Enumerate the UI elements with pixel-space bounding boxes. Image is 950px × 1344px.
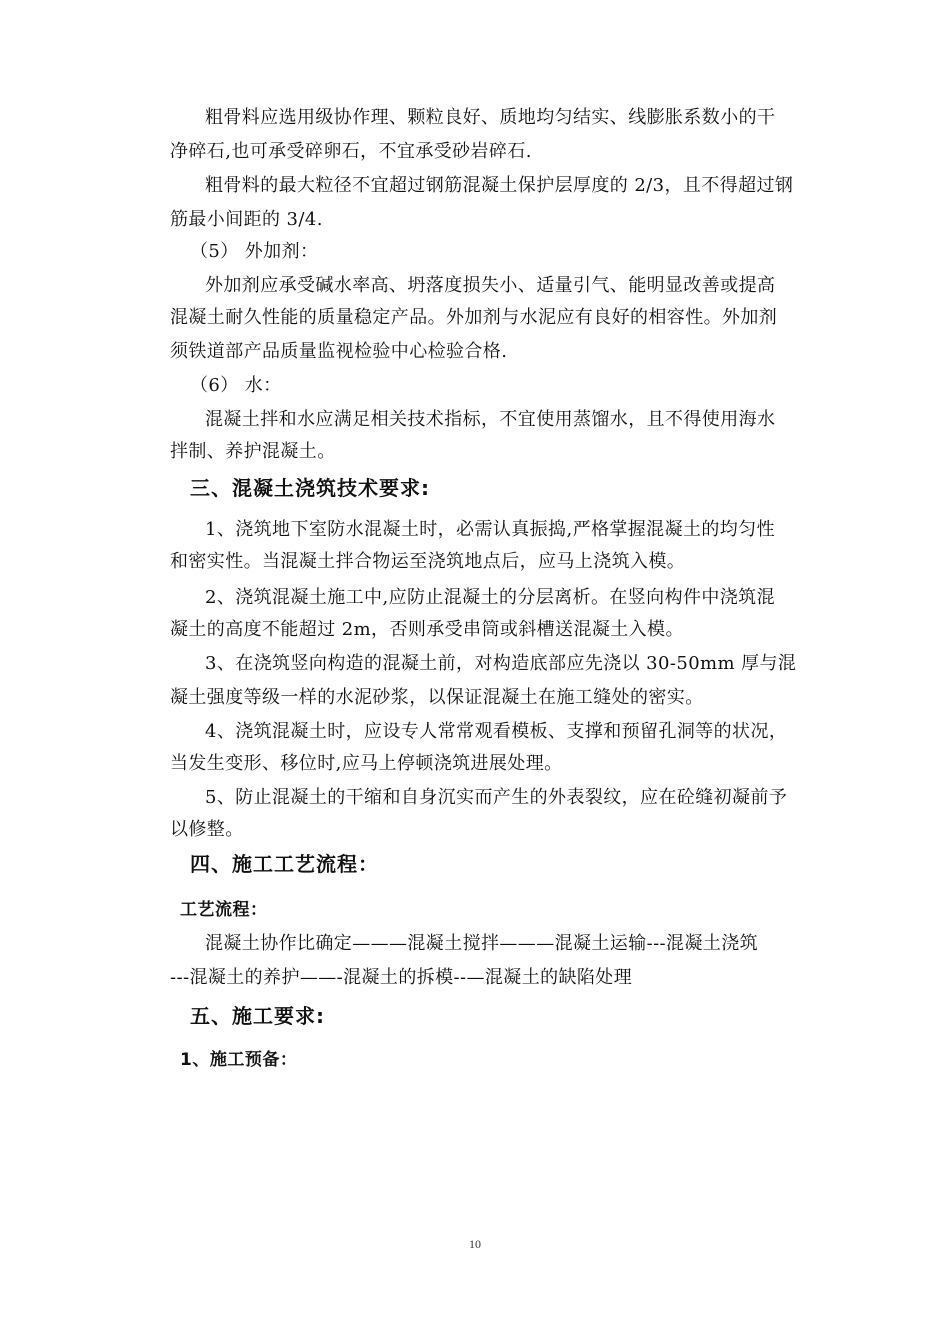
page-number: 10 — [469, 1237, 481, 1251]
paragraph-line: 和密实性。当混凝土拌合物运至浇筑地点后，应马上浇筑入模。 — [170, 551, 686, 572]
paragraph-line: 1、浇筑地下室防水混凝土时，必需认真振捣,严格掌握混凝土的均匀性 — [205, 519, 775, 540]
subheading-process: 工艺流程： — [180, 900, 268, 920]
paragraph-line: 筋最小间距的 3/4. — [170, 209, 323, 230]
subsection-label: （6） 水： — [190, 375, 282, 396]
paragraph-line: 拌制、养护混凝土。 — [170, 441, 336, 462]
paragraph-line: 净碎石,也可承受碎卵石，不宜承受砂岩碎石. — [170, 141, 532, 162]
paragraph-line: 混凝土耐久性能的质量稳定产品。外加剂与水泥应有良好的相容性。外加剂 — [170, 307, 778, 328]
paragraph-line: 粗骨料应选用级协作理、颗粒良好、质地均匀结实、线膨胀系数小的干 — [205, 107, 776, 128]
paragraph-line: 须铁道部产品质量监视检验中心检验合格. — [170, 341, 508, 362]
section-heading-5: 五、施工要求: — [190, 1004, 325, 1028]
paragraph-line: 3、在浇筑竖向构造的混凝土前，对构造底部应先浇以 30-50mm 厚与混 — [205, 653, 797, 674]
paragraph-line: 当发生变形、移位时,应马上停顿浇筑进展处理。 — [170, 753, 563, 774]
paragraph-line: 混凝土协作比确定———混凝土搅拌———混凝土运输---混凝土浇筑 — [205, 933, 759, 954]
paragraph-line: 凝土的高度不能超过 2m，否则承受串筒或斜槽送混凝土入模。 — [170, 619, 684, 640]
paragraph-line: 外加剂应承受碱水率高、坍落度损失小、适量引气、能明显改善或提高 — [205, 275, 776, 296]
section-heading-4: 四、施工工艺流程： — [190, 852, 379, 876]
paragraph-line: 4、浇筑混凝土时，应设专人常常观看模板、支撑和预留孔洞等的状况， — [205, 721, 788, 742]
paragraph-line: 5、防止混凝土的干缩和自身沉实而产生的外表裂纹，应在砼缝初凝前予 — [205, 787, 788, 808]
section-heading-3: 三、混凝土浇筑技术要求: — [190, 476, 430, 500]
subheading-preparation: 1、施工预备： — [180, 1050, 298, 1070]
paragraph-line: 2、浇筑混凝土施工中,应防止混凝土的分层离析。在竖向构件中浇筑混 — [205, 587, 775, 608]
paragraph-line: ---混凝土的养护——-混凝土的拆模--—混凝土的缺陷处理 — [170, 967, 633, 988]
paragraph-line: 粗骨料的最大粒径不宜超过钢筋混凝土保护层厚度的 2/3，且不得超过钢 — [205, 175, 794, 196]
paragraph-line: 凝土强度等级一样的水泥砂浆，以保证混凝土在施工缝处的密实。 — [170, 687, 704, 708]
subsection-label: （5） 外加剂： — [190, 241, 319, 262]
paragraph-line: 混凝土拌和水应满足相关技术指标，不宜使用蒸馏水，且不得使用海水 — [205, 409, 776, 430]
paragraph-line: 以修整。 — [170, 819, 244, 840]
